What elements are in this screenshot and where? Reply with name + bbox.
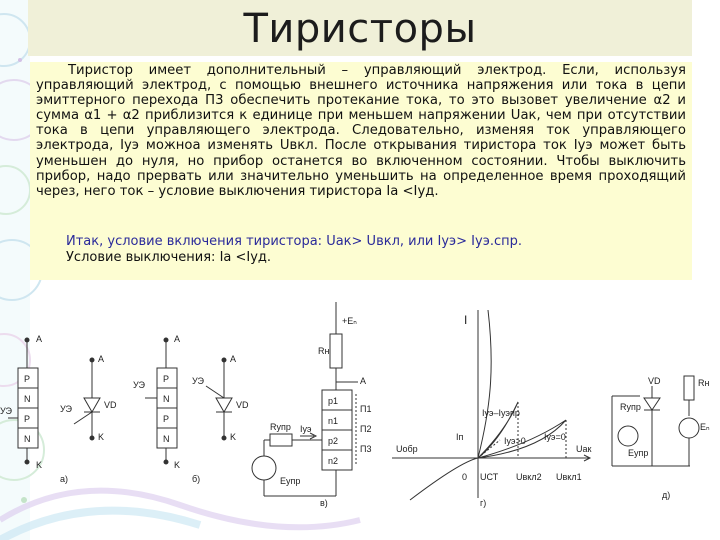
fig-b-layer-3: P bbox=[163, 414, 170, 424]
fig-a-anode-label: A bbox=[36, 334, 43, 344]
figure-b-symbol bbox=[206, 358, 232, 440]
fig-c-region-4: n2 bbox=[328, 456, 339, 466]
on-condition-text: Итак, условие включения тиристора: Uак> Uвкл, или Iуэ> Iуэ.спр. bbox=[66, 234, 523, 249]
fig-b-cathode-label: K bbox=[174, 460, 181, 470]
fig-c-gate-resistor: Rупр bbox=[270, 422, 291, 432]
fig-b-gate-label: УЭ bbox=[133, 380, 145, 390]
fig-e-caption: д) bbox=[662, 490, 671, 500]
fig-d-caption: г) bbox=[480, 498, 487, 508]
fig-c-anode: А bbox=[360, 376, 367, 386]
thyristor-figures bbox=[0, 290, 720, 540]
fig-c-caption: в) bbox=[320, 498, 328, 508]
fig-e-load: Rн bbox=[698, 378, 710, 388]
fig-a-layer-4: N bbox=[24, 434, 31, 444]
fig-e-gate-resistor: Rупр bbox=[620, 402, 641, 412]
fig-b-sym-cathode: K bbox=[230, 432, 237, 442]
fig-c-region-2: n1 bbox=[328, 416, 339, 426]
figure-c-circuit bbox=[252, 302, 358, 496]
fig-a-sym-anode: A bbox=[98, 354, 105, 364]
fig-a-layer-3: P bbox=[24, 414, 31, 424]
fig-c-gate-source: Eупр bbox=[280, 476, 301, 486]
fig-c-junction-1: П1 bbox=[360, 404, 372, 414]
fig-c-junction-2: П2 bbox=[360, 424, 372, 434]
fig-e-gate-source: Eупр bbox=[628, 448, 649, 458]
fig-d-label-origin: 0 bbox=[462, 472, 468, 482]
fig-d-x-label: Uак bbox=[576, 444, 592, 454]
figure-b-structure bbox=[145, 338, 177, 464]
figure-a-symbol bbox=[74, 358, 100, 440]
fig-b-sym-gate: УЭ bbox=[192, 376, 204, 386]
fig-c-junction-3: П3 bbox=[360, 444, 372, 454]
fig-c-region-3: p2 bbox=[328, 436, 339, 446]
page-title: Тиристоры bbox=[243, 6, 477, 52]
figure-e-circuit bbox=[612, 376, 699, 466]
fig-b-sym-anode: A bbox=[230, 354, 237, 364]
fig-c-region-1: p1 bbox=[328, 396, 339, 406]
fig-a-cathode-label: K bbox=[36, 460, 43, 470]
body-paragraph: Тиристор имеет дополнительный – управляющий электрод. Если, используя управляющий электрод, с помощью внешнего источника напряжения или тока в цепи эмиттерного перехода П3 обеспечить протекание тока, то это вызовет увеличение α2 и сумма α1 + α2 приблизится к единице при меньшем напряжении Uак, чем при отсутствии тока в цепи управляющего электрода. Следовательно, изменяя ток управляющего электрода, Iуэ можноа изменять Uвкл. После открывания тиристора ток Iуэ может быть уменьшен до нуля, но прибор останется во включенном состоянии. Чтобы выключить прибор, надо прервать или значительно уменьшить на определенное время проходящий через, него ток – условие выключения тиристора Ia <Iуд. bbox=[36, 63, 686, 199]
fig-b-anode-label: A bbox=[174, 334, 181, 344]
fig-a-sym-gate: УЭ bbox=[60, 404, 72, 414]
fig-d-label-ust: UСТ bbox=[480, 472, 499, 482]
fig-b-layer-4: N bbox=[163, 434, 170, 444]
fig-e-device: VD bbox=[648, 376, 661, 386]
fig-d-label-gate-zero: Iуэ=0 bbox=[544, 432, 566, 442]
fig-c-gate-current: Iуэ bbox=[300, 424, 312, 434]
fig-a-sym-cathode: K bbox=[98, 432, 105, 442]
figure-a-structure bbox=[8, 338, 38, 464]
fig-c-resistor: Rн bbox=[318, 346, 330, 356]
fig-b-sym-device: VD bbox=[236, 400, 249, 410]
fig-a-sym-device: VD bbox=[104, 400, 117, 410]
fig-d-label-uvkl1: Uвкл1 bbox=[556, 472, 582, 482]
fig-d-y-label: I bbox=[464, 313, 468, 327]
fig-b-caption: б) bbox=[192, 474, 201, 484]
off-condition-text: Условие выключения: Ia <Iуд. bbox=[66, 250, 272, 265]
fig-d-label-uobr: Uобр bbox=[396, 444, 418, 454]
fig-d-label-uvkl2: Uвкл2 bbox=[516, 472, 542, 482]
fig-b-layer-2: N bbox=[163, 394, 170, 404]
fig-d-label-gate-pos: Iуэ>0 bbox=[504, 436, 526, 446]
fig-d-label-gate-spr: Iуэ–Iуэпр bbox=[482, 408, 520, 418]
fig-a-gate-label: УЭ bbox=[0, 406, 12, 416]
fig-e-supply: Eₙ bbox=[700, 422, 710, 432]
fig-c-supply: +Eₙ bbox=[342, 316, 357, 326]
fig-a-layer-1: P bbox=[24, 374, 31, 384]
fig-a-caption: а) bbox=[60, 474, 69, 484]
fig-a-layer-2: N bbox=[24, 394, 31, 404]
fig-b-layer-1: P bbox=[163, 374, 170, 384]
fig-d-label-ip: Iп bbox=[456, 432, 464, 442]
